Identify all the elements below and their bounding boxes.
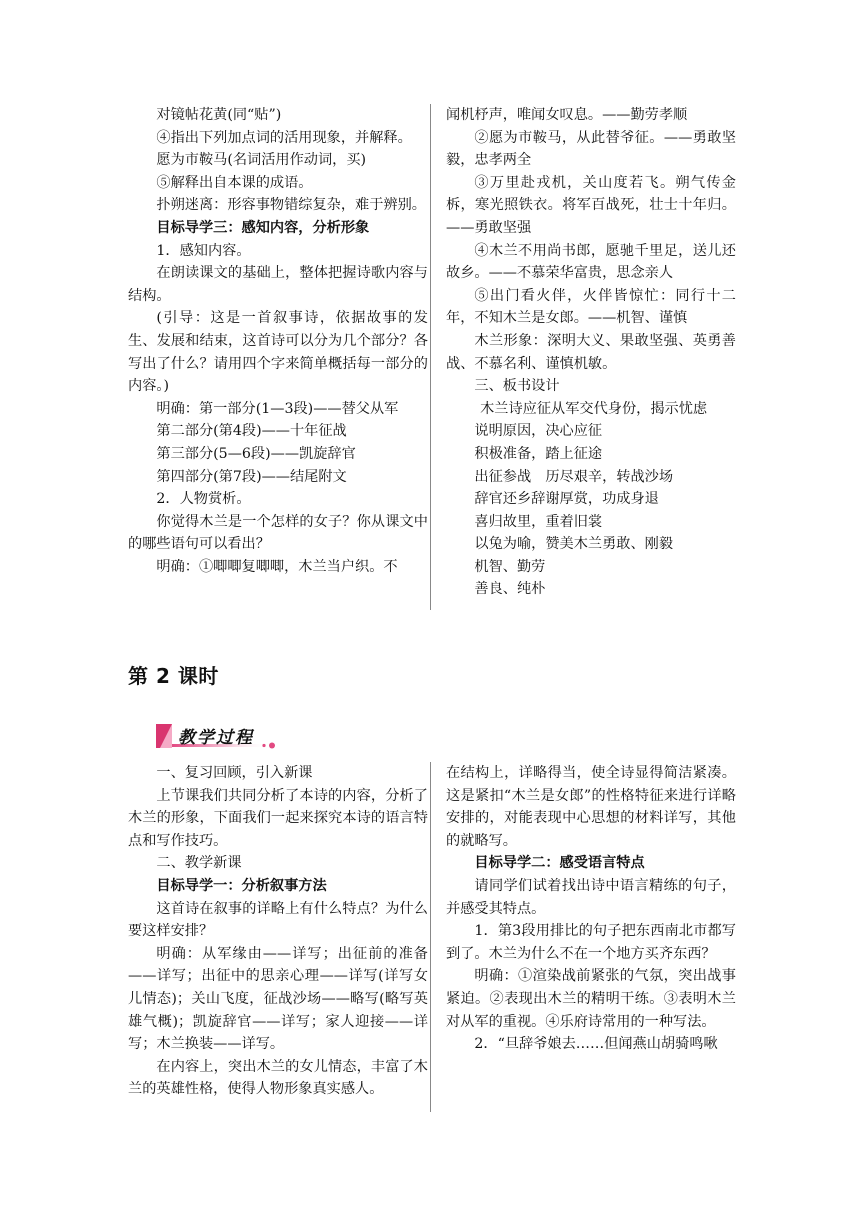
paragraph: 木兰诗应征从军交代身份，揭示忧虑 — [480, 400, 708, 417]
paragraph: 上节课我们共同分析了本诗的内容，分析了木兰的形象，下面我们一起来探究本诗的语言特点和写作技巧。 — [128, 787, 428, 849]
paragraph: 辞官还乡辞谢厚赏，功成身退 — [474, 491, 659, 508]
paragraph: 闻机杼声，唯闻女叹息。——勤劳孝顺 — [446, 107, 688, 123]
paragraph: 出征参战 历尽艰辛，转战沙场 — [474, 468, 674, 485]
paragraph: 第四部分(第7段)——结尾附文 — [156, 468, 347, 485]
paragraph: 以兔为喻，赞美木兰勇敢、刚毅 — [474, 536, 674, 553]
top-right-column — [446, 104, 736, 601]
paragraph: 2．“旦辞爷娘去……但闻燕山胡骑鸣啾 — [474, 1036, 718, 1053]
paragraph: 2．人物赏析。 — [156, 491, 251, 508]
paragraph: 积极准备，踏上征途 — [474, 445, 603, 462]
paragraph: 你觉得木兰是一个怎样的女子？你从课文中的哪些语句可以看出？ — [128, 513, 428, 553]
paragraph: 1．感知内容。 — [156, 242, 251, 259]
bottom-column-divider — [430, 762, 431, 1112]
teaching-process-banner — [156, 722, 280, 750]
paragraph: 二、教学新课 — [156, 855, 242, 872]
section-title: 第 2 课时 — [128, 664, 219, 688]
paragraph: ④木兰不用尚书郎，愿驰千里足，送儿还故乡。——不慕荣华富贵，思念亲人 — [446, 242, 736, 282]
paragraph: ④指出下列加点词的活用现象，并解释。 — [156, 129, 412, 146]
paragraph: 在朗读课文的基础上，整体把握诗歌内容与结构。 — [128, 265, 428, 304]
top-left-column — [128, 104, 428, 578]
paragraph: 第三部分(5—6段)——凯旋辞官 — [156, 445, 356, 462]
paragraph: 目标导学一：分析叙事方法 — [156, 877, 327, 894]
paragraph: 目标导学三：感知内容，分析形象 — [156, 219, 370, 236]
paragraph: 木兰形象：深明大义、果敢坚强、英勇善战、不慕名利、谨慎机敏。 — [446, 332, 736, 372]
paragraph: 目标导学二：感受语言特点 — [474, 855, 645, 872]
paragraph: 扑朔迷离：形容事物错综复杂，难于辨别。 — [156, 197, 426, 214]
paragraph: 喜归故里，重着旧裳 — [474, 513, 603, 530]
paragraph: (引导：这是一首叙事诗，依据故事的发生、发展和结束，这首诗可以分为几个部分？各写出了什么？请用四个字来简单概括每一部分的内容。) — [128, 310, 428, 395]
paragraph: 愿为市鞍马(名词活用作动词，买) — [156, 152, 367, 169]
paragraph: ⑤出门看火伴，火伴皆惊忙：同行十二年，不知木兰是女郎。——机智、谨慎 — [446, 287, 736, 327]
paragraph: 对镜帖花黄(同“贴”) — [156, 107, 282, 123]
paragraph: 明确：①渲染战前紧张的气氛，突出战事紧迫。②表现出木兰的精明干练。③表明木兰对从军的重视。④乐府诗常用的一种写法。 — [446, 968, 736, 1030]
paragraph: 1．第3段用排比的句子把东西南北市都写到了。木兰为什么不在一个地方买齐东西？ — [446, 923, 736, 962]
paragraph: 在内容上，突出木兰的女儿情态，丰富了木兰的英雄性格，使得人物形象真实感人。 — [128, 1058, 428, 1098]
paragraph: 机智、勤劳 — [474, 558, 546, 575]
paragraph: 这首诗在叙事的详略上有什么特点？为什么要这样安排？ — [128, 900, 428, 940]
paragraph: 明确：①唧唧复唧唧，木兰当户织。不 — [156, 558, 398, 575]
paragraph: 明确：第一部分(1—3段)——替父从军 — [156, 400, 399, 417]
paragraph: ③万里赴戎机，关山度若飞。朔气传金柝，寒光照铁衣。将军百战死，壮士十年归。——勇敢坚强 — [446, 174, 736, 236]
paragraph: 三、板书设计 — [474, 378, 560, 395]
bottom-right-column — [446, 762, 736, 1056]
paragraph: ②愿为市鞍马，从此替爷征。——勇敢坚毅，忠孝两全 — [446, 129, 736, 169]
bottom-left-column — [128, 762, 428, 1101]
paragraph: 一、复习回顾，引入新课 — [156, 765, 313, 781]
paragraph: 第二部分(第4段)——十年征战 — [156, 423, 347, 440]
paragraph: 善良、纯朴 — [474, 581, 546, 598]
paragraph: 明确：从军缘由——详写；出征前的准备——详写；出征中的思亲心理——详写(详写女儿情态)；关山飞度，征战沙场——略写(略写英雄气概)；凯旋辞官——详写；家人迎接——详写；木兰换装——详写。 — [128, 945, 428, 1053]
top-column-divider — [430, 104, 431, 610]
paragraph: 在结构上，详略得当，使全诗显得简洁紧凑。这是紧扣“木兰是女郎”的性格特征来进行详略安排的，对能表现中心思想的材料详写，其他的就略写。 — [446, 765, 736, 849]
banner-label: 教学过程 — [178, 728, 254, 748]
paragraph: 说明原因，决心应征 — [474, 423, 603, 440]
paragraph: 请同学们试着找出诗中语言精练的句子，并感受其特点。 — [446, 877, 736, 917]
paragraph: ⑤解释出自本课的成语。 — [156, 174, 313, 191]
